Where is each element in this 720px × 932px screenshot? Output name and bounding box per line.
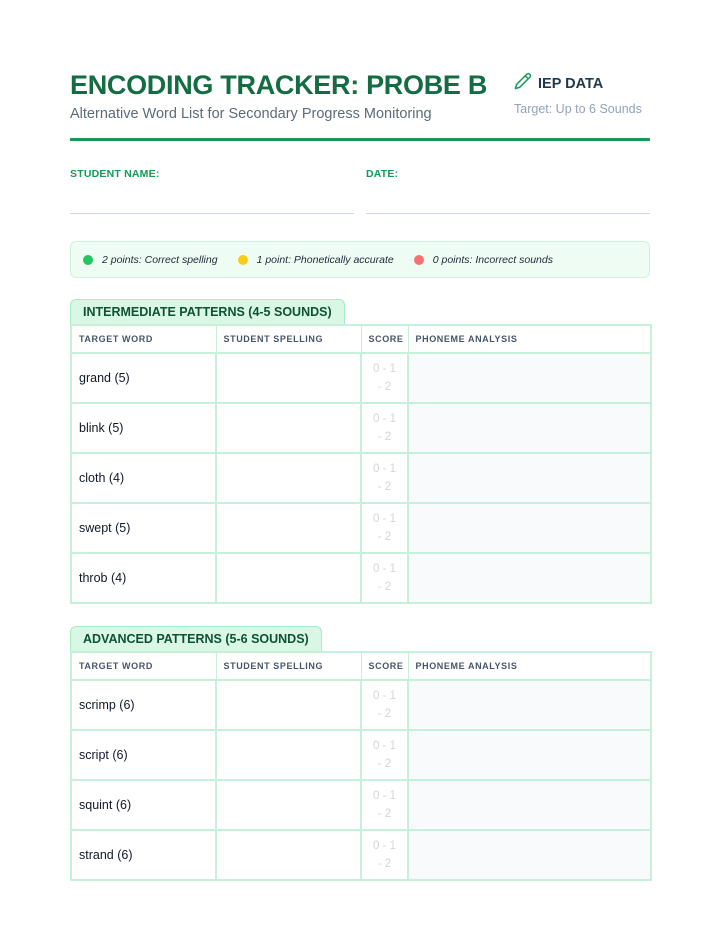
score-line: 0 - 1 — [372, 413, 396, 425]
table-header-row — [71, 652, 651, 680]
scoring-legend — [70, 241, 650, 278]
score-cell[interactable] — [361, 680, 408, 730]
table-row — [71, 830, 651, 880]
table-row — [71, 680, 651, 730]
score-line: - 2 — [377, 708, 392, 720]
score-cell[interactable] — [361, 353, 408, 403]
score-line: 0 - 1 — [372, 840, 396, 852]
col-phoneme-analysis: PHONEME ANALYSIS — [408, 652, 651, 680]
word-table — [70, 324, 652, 604]
table-row — [71, 503, 651, 553]
page-title: ENCODING TRACKER: PROBE B — [70, 70, 488, 100]
score-cell[interactable] — [361, 553, 408, 603]
score-line: - 2 — [377, 481, 392, 493]
student-name-label: STUDENT NAME: — [70, 168, 160, 180]
table-row — [71, 353, 651, 403]
section-title: INTERMEDIATE PATTERNS (4-5 SOUNDS) — [70, 299, 345, 324]
student-spelling-cell[interactable] — [216, 730, 361, 780]
header — [70, 70, 650, 142]
student-spelling-cell[interactable] — [216, 403, 361, 453]
green-dot-icon — [83, 255, 93, 265]
score-line: 0 - 1 — [372, 513, 396, 525]
score-cell[interactable] — [361, 503, 408, 553]
pencil-icon — [514, 72, 532, 95]
phoneme-analysis-cell[interactable] — [408, 780, 651, 830]
score-cell[interactable] — [361, 453, 408, 503]
phoneme-analysis-cell[interactable] — [408, 830, 651, 880]
date-field[interactable] — [366, 168, 650, 214]
student-fields — [70, 168, 650, 214]
col-phoneme-analysis: PHONEME ANALYSIS — [408, 325, 651, 353]
target-word: script (6) — [71, 730, 216, 780]
student-name-field[interactable] — [70, 168, 354, 214]
legend-text: 2 points: Correct spelling — [102, 253, 218, 266]
target-word: strand (6) — [71, 830, 216, 880]
student-spelling-cell[interactable] — [216, 553, 361, 603]
target-word: throb (4) — [71, 553, 216, 603]
col-target-word: TARGET WORD — [71, 325, 216, 353]
student-spelling-cell[interactable] — [216, 503, 361, 553]
iep-info — [514, 72, 650, 116]
target-word: cloth (4) — [71, 453, 216, 503]
score-line: - 2 — [377, 531, 392, 543]
table-row — [71, 730, 651, 780]
score-cell[interactable] — [361, 830, 408, 880]
table-row — [71, 453, 651, 503]
student-spelling-cell[interactable] — [216, 780, 361, 830]
score-line: - 2 — [377, 581, 392, 593]
phoneme-analysis-cell[interactable] — [408, 553, 651, 603]
score-line: - 2 — [377, 381, 392, 393]
legend-item — [238, 254, 394, 266]
col-score: SCORE — [361, 325, 408, 353]
col-target-word: TARGET WORD — [71, 652, 216, 680]
col-student-spelling: STUDENT SPELLING — [216, 325, 361, 353]
table-row — [71, 403, 651, 453]
score-line: - 2 — [377, 431, 392, 443]
score-cell[interactable] — [361, 780, 408, 830]
legend-item — [83, 254, 218, 266]
word-table — [70, 651, 652, 881]
student-spelling-cell[interactable] — [216, 453, 361, 503]
col-score: SCORE — [361, 652, 408, 680]
iep-data-label: IEP DATA — [538, 75, 604, 92]
phoneme-analysis-cell[interactable] — [408, 403, 651, 453]
target-word: grand (5) — [71, 353, 216, 403]
page-subtitle: Alternative Word List for Secondary Progress Monitoring — [70, 106, 432, 122]
phoneme-analysis-cell[interactable] — [408, 730, 651, 780]
table-header-row — [71, 325, 651, 353]
section-intermediate — [70, 299, 650, 604]
score-line: 0 - 1 — [372, 790, 396, 802]
student-spelling-cell[interactable] — [216, 830, 361, 880]
score-line: 0 - 1 — [372, 740, 396, 752]
legend-text: 1 point: Phonetically accurate — [256, 253, 394, 266]
iep-target: Target: Up to 6 Sounds — [514, 102, 642, 116]
red-dot-icon — [414, 255, 424, 265]
student-spelling-cell[interactable] — [216, 680, 361, 730]
score-line: 0 - 1 — [372, 690, 396, 702]
phoneme-analysis-cell[interactable] — [408, 353, 651, 403]
yellow-dot-icon — [238, 255, 248, 265]
legend-text: 0 points: Incorrect sounds — [432, 253, 553, 266]
date-label: DATE: — [366, 168, 399, 180]
header-divider — [70, 138, 650, 141]
score-line: - 2 — [377, 858, 392, 870]
score-line: 0 - 1 — [372, 363, 396, 375]
score-line: 0 - 1 — [372, 463, 396, 475]
score-line: - 2 — [377, 758, 392, 770]
score-cell[interactable] — [361, 403, 408, 453]
score-line: 0 - 1 — [372, 563, 396, 575]
phoneme-analysis-cell[interactable] — [408, 453, 651, 503]
phoneme-analysis-cell[interactable] — [408, 680, 651, 730]
target-word: squint (6) — [71, 780, 216, 830]
score-cell[interactable] — [361, 730, 408, 780]
target-word: swept (5) — [71, 503, 216, 553]
table-row — [71, 553, 651, 603]
section-advanced — [70, 626, 650, 881]
legend-item — [414, 254, 553, 266]
col-student-spelling: STUDENT SPELLING — [216, 652, 361, 680]
section-title: ADVANCED PATTERNS (5-6 SOUNDS) — [70, 626, 322, 651]
table-row — [71, 780, 651, 830]
target-word: blink (5) — [71, 403, 216, 453]
phoneme-analysis-cell[interactable] — [408, 503, 651, 553]
student-spelling-cell[interactable] — [216, 353, 361, 403]
target-word: scrimp (6) — [71, 680, 216, 730]
score-line: - 2 — [377, 808, 392, 820]
